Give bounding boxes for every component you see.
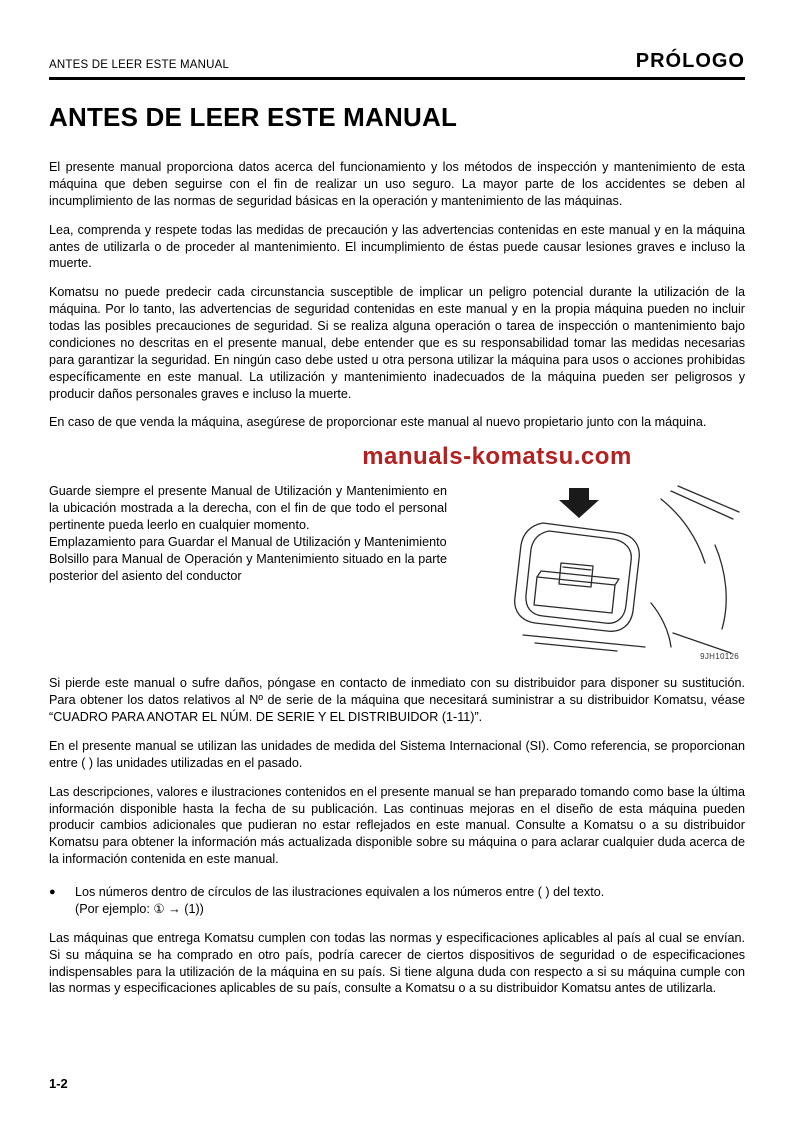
manual-location-figure [465, 483, 745, 665]
seat-pocket-drawing [465, 483, 745, 665]
manual-location-text [49, 483, 447, 665]
page-title: ANTES DE LEER ESTE MANUAL [49, 102, 458, 132]
paragraph-si-units: En el presente manual se utilizan las unidades de medida del Sistema Internacional (SI). Como referencia, se proporcionan entre ( ) las unidades utilizadas en el pasado. [49, 738, 745, 770]
paragraph-latest-info: Las descripciones, valores e ilustraciones contenidos en el presente manual se han preparado tomando como base la última información disponible hasta la fecha de su publicación. Las continuas mejoras en el diseño de esta máquina pueden producir cambios adicionales que pudieran no estar reflejados en este manual. Consulte a Komatsu o a su distribuidor Komatsu para obtener la información más actualizada disponible sobre su máquina o para aclarar cualquier duda acerca de la información contenida en este manual. [49, 784, 745, 867]
watermark: manuals-komatsu.com [362, 443, 632, 471]
paragraph-resale: En caso de que venda la máquina, asegúrese de proporcionar este manual al nuevo propietario junto con la máquina. [49, 415, 707, 430]
circled-numbers-line2: (Por ejemplo: ① → (1)) [75, 901, 204, 916]
page-header [49, 50, 745, 74]
circled-numbers-line1: Los números dentro de círculos de las ilustraciones equivalen a los números entre ( ) del texto. [75, 885, 605, 899]
running-header-right: PRÓLOGO [635, 50, 745, 72]
page-footer [49, 1076, 68, 1091]
page-number: 1-2 [49, 1076, 68, 1091]
circled-numbers-note [49, 884, 745, 918]
paragraph-read-warnings: Lea, comprenda y respete todas las medidas de precaución y las advertencias contenidas en este manual y en la máquina antes de utilizarla o de proceder al mantenimiento. El incumplimiento de éstas puede causar lesiones graves e incluso la muerte. [49, 222, 745, 271]
figure-code: 9JH10126 [700, 652, 739, 662]
header-rule [49, 77, 745, 80]
figure-caption: Bolsillo para Manual de Operación y Mantenimiento situado en la parte posterior del asiento del conductor [49, 551, 447, 583]
bullet-icon: ● [49, 886, 56, 898]
manual-location-section [49, 483, 745, 665]
running-header-left: ANTES DE LEER ESTE MANUAL [49, 59, 230, 71]
figure-heading: Emplazamiento para Guardar el Manual de Utilización y Mantenimiento [49, 534, 447, 549]
paragraph-safe-use: El presente manual proporciona datos acerca del funcionamiento y los métodos de inspección y mantenimiento de esta máquina que deben seguirse con el fin de realizar un uso seguro. La mayor parte de los accidentes se deben al incumplimiento de las normas de seguridad básicas en la operación y mantenimiento de las máquinas. [49, 160, 745, 208]
arrow-down-icon [559, 488, 599, 518]
paragraph-replacement: Si pierde este manual o sufre daños, póngase en contacto de inmediato con su distribuidor para disponer su sustitución. Para obtener los datos relativos al Nº de serie de la máquina que necesitará suministrar a su distribuidor Komatsu, véase “CUADRO PARA ANOTAR EL NÚM. DE SERIE Y EL DISTRIBUIDOR (1-11)”. [49, 676, 745, 724]
paragraph-responsibility: Komatsu no puede predecir cada circunstancia susceptible de implicar un peligro potencial durante la utilización de la máquina. Por lo tanto, las advertencias de seguridad contenidas en este manual y en la propia máquina pueden no incluir todas las posibles precauciones de seguridad. Si se realiza alguna operación o tarea de inspección o mantenimiento bajo condiciones no descritas en el presente manual, debe entender que es su responsabilidad tomar las medidas necesarias para garantizar la seguridad. En ningún caso debe usted u otra persona utilizar la máquina para usos o acciones prohibidas específicamente en este manual. La utilización y mantenimiento inadecuados de la máquina pueden ser peligrosos y producir daños personales graves e incluso la muerte. [49, 285, 745, 401]
circled-numbers-text [75, 884, 604, 918]
paragraph-keep-manual: Guarde siempre el presente Manual de Utilización y Mantenimiento en la ubicación mostrada a la derecha, con el fin de que todo el personal pertinente pueda leerlo en cualquier momento. [49, 484, 447, 532]
paragraph-country-specs: Las máquinas que entrega Komatsu cumplen con todas las normas y especificaciones aplicables al país al cual se envían. Si su máquina se ha comprado en otro país, podría carecer de ciertos dispositivos de seguridad o de especificaciones indispensables para la utilización de la máquina en su país. Si tiene alguna duda con respecto a si su máquina cumple con las normas y especificaciones aplicables de su país, consulte a Komatsu o a su distribuidor Komatsu antes de utilizarla. [49, 930, 745, 996]
